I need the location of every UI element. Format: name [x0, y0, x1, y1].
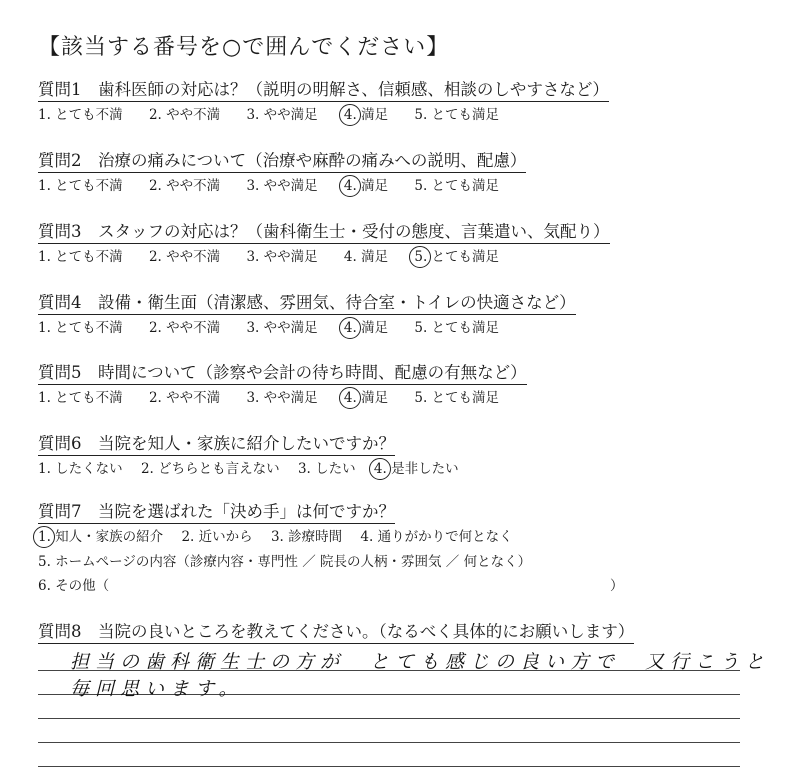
question-5-title: 質問5 時間について（診察や会計の待ち時間、配慮の有無など） [38, 362, 527, 385]
q2-option-2[interactable]: 2. やや不満 [148, 178, 221, 194]
q4-option-5[interactable]: 5. とても満足 [414, 320, 500, 336]
question-5-options [38, 389, 521, 407]
circle-mark [369, 458, 391, 480]
q7-option-6[interactable] [38, 577, 624, 595]
question-1-title: 質問1 歯科医師の対応は？（説明の明解さ、信頼感、相談のしやすさなど） [38, 79, 609, 102]
q6-option-3[interactable]: 3. したい [297, 461, 356, 477]
q5-option-4-label: 4. 満足 [343, 390, 389, 406]
circle-mark [339, 104, 361, 126]
question-8-title: 質問8 当院の良いところを教えてください。（なるべく具体的にお願いします） [38, 621, 634, 644]
q6-option-4[interactable] [374, 460, 459, 478]
q2-option-4[interactable] [344, 177, 388, 195]
q3-option-3[interactable]: 3. やや満足 [246, 249, 318, 265]
q5-option-4[interactable] [344, 389, 388, 407]
answer-rule [38, 742, 740, 743]
q3-option-5[interactable] [414, 248, 499, 266]
q5-option-1[interactable]: 1. とても不満 [38, 390, 123, 406]
q1-option-1[interactable]: 1. とても不満 [38, 107, 123, 123]
question-2-options [38, 177, 521, 195]
q6-option-1[interactable]: 1. したくない [38, 461, 123, 477]
circle-mark [339, 175, 361, 197]
question-7-title: 質問7 当院を選ばれた「決め手」は何ですか？ [38, 501, 395, 524]
q7-option-4[interactable]: 4. 通りがかりで何となく [360, 529, 513, 545]
q7-option-6-label: 6. その他（ [38, 578, 110, 594]
handwritten-answer-line-1: 担当の歯科衛生士の方が とても感じの良い方で 又行こうと [70, 651, 771, 673]
question-1-options [38, 106, 521, 124]
q7-option-3[interactable]: 3. 診療時間 [270, 529, 343, 545]
q2-option-3[interactable]: 3. やや満足 [246, 178, 318, 194]
q4-option-4-label: 4. 満足 [343, 320, 389, 336]
q1-option-3[interactable]: 3. やや満足 [246, 107, 318, 123]
q4-option-1[interactable]: 1. とても不満 [38, 320, 123, 336]
q6-option-2[interactable]: 2. どちらとも言えない [140, 461, 280, 477]
q3-option-1[interactable]: 1. とても不満 [38, 249, 123, 265]
question-3-title: 質問3 スタッフの対応は？（歯科衛生士・受付の態度、言葉遣い、気配り） [38, 221, 610, 244]
page-heading: 【該当する番号を○で囲んでください】 [38, 35, 450, 60]
handwritten-answer-line-2: 毎回思います。 [70, 678, 244, 700]
circle-mark [339, 387, 361, 409]
q2-option-5[interactable]: 5. とても満足 [414, 178, 500, 194]
question-4-title: 質問4 設備・衛生面（清潔感、雰囲気、待合室・トイレの快適さなど） [38, 292, 576, 315]
question-6-options [38, 460, 473, 478]
q1-option-4-label: 4. 満足 [343, 107, 389, 123]
q6-option-4-label: 4. 是非したい [373, 461, 459, 477]
q4-option-2[interactable]: 2. やや不満 [148, 320, 221, 336]
q5-option-5[interactable]: 5. とても満足 [414, 390, 500, 406]
question-3-options [38, 248, 521, 266]
q7-option-1-label: 1. 知人・家族の紹介 [38, 529, 164, 545]
q2-option-1[interactable]: 1. とても不満 [38, 178, 123, 194]
question-2-title: 質問2 治療の痛みについて（治療や麻酔の痛みへの説明、配慮） [38, 150, 526, 173]
q2-option-4-label: 4. 満足 [343, 178, 389, 194]
q3-option-2[interactable]: 2. やや不満 [148, 249, 221, 265]
q4-option-4[interactable] [344, 319, 388, 337]
answer-rule [38, 766, 740, 767]
q3-option-5-label: 5. とても満足 [414, 249, 500, 265]
q1-option-4[interactable] [344, 106, 388, 124]
q7-option-2[interactable]: 2. 近いから [181, 529, 253, 545]
q4-option-3[interactable]: 3. やや満足 [246, 320, 318, 336]
q5-option-3[interactable]: 3. やや満足 [246, 390, 318, 406]
q3-option-4[interactable]: 4. 満足 [343, 249, 389, 265]
q7-option-5[interactable]: 5. ホームページの内容（診療内容・専門性 ／ 院長の人柄・雰囲気 ／ 何となく） [38, 554, 532, 570]
circle-mark [339, 317, 361, 339]
q1-option-2[interactable]: 2. やや不満 [148, 107, 221, 123]
q1-option-5[interactable]: 5. とても満足 [414, 107, 500, 123]
question-6-title: 質問6 当院を知人・家族に紹介したいですか？ [38, 433, 395, 456]
answer-rule [38, 718, 740, 719]
q7-option-1[interactable] [38, 528, 163, 546]
q7-option-6-close: ） [610, 578, 624, 594]
question-7-options [38, 528, 527, 546]
circle-mark [33, 526, 55, 548]
question-4-options [38, 319, 521, 337]
q5-option-2[interactable]: 2. やや不満 [148, 390, 221, 406]
